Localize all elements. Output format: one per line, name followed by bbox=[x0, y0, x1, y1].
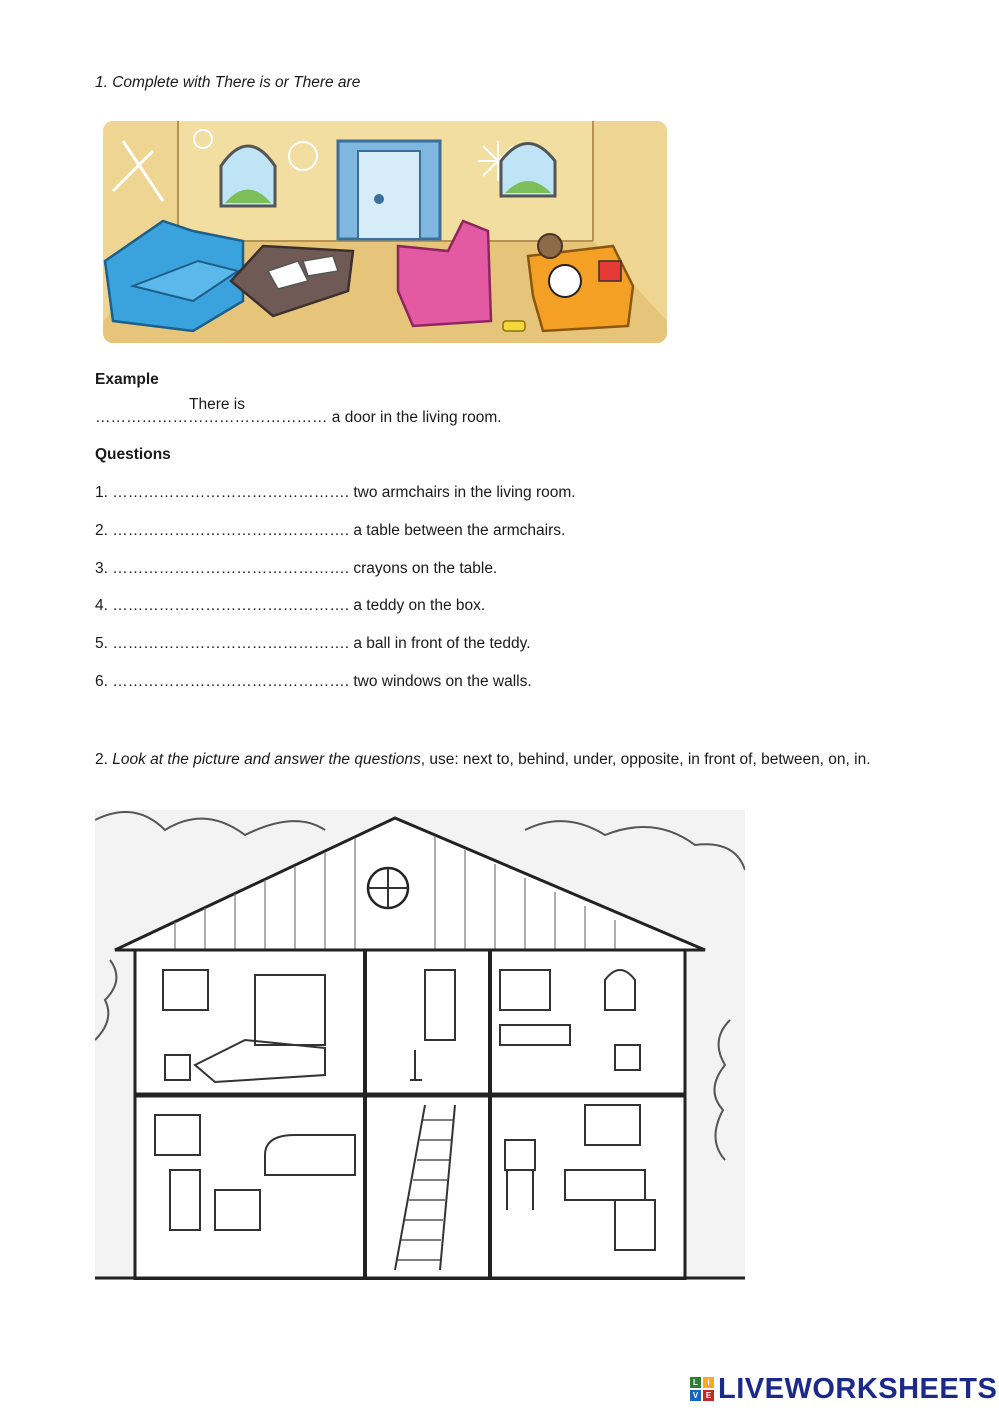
logo-icon bbox=[690, 1377, 714, 1401]
house-cross-section-drawing bbox=[95, 810, 745, 1280]
example-sentence: ……………………………………… a door in the living room. bbox=[95, 409, 502, 426]
logo-letter-v: V bbox=[690, 1390, 701, 1401]
questions-heading: Questions bbox=[95, 446, 171, 463]
exercise-2-instruction: Look at the picture and answer the questions bbox=[112, 751, 421, 768]
liveworksheets-logo bbox=[690, 1374, 997, 1404]
question-4[interactable]: 4. ………………………………………. a teddy on the box. bbox=[95, 597, 486, 614]
question-2[interactable]: 2. ………………………………………. a table between the armchairs. bbox=[95, 522, 566, 539]
example-heading: Example bbox=[95, 371, 159, 388]
question-6[interactable]: 6. ………………………………………. two windows on the walls. bbox=[95, 673, 532, 690]
logo-letter-l: L bbox=[690, 1377, 701, 1388]
exercise-1-title: 1. Complete with There is or There are bbox=[95, 74, 361, 91]
living-room-illustration bbox=[103, 121, 667, 343]
question-5[interactable]: 5. ………………………………………. a ball in front of the teddy. bbox=[95, 635, 531, 652]
example-answer: There is bbox=[189, 396, 245, 413]
exercise-2-number: 2. bbox=[95, 751, 113, 768]
logo-letter-e: E bbox=[703, 1390, 714, 1401]
exercise-2-word-list: , use: next to, behind, under, opposite, in front of, between, on, in. bbox=[420, 751, 871, 768]
logo-text: LIVEWORKSHEETS bbox=[718, 1372, 998, 1405]
exercise-2-title bbox=[95, 748, 915, 772]
question-1[interactable]: 1. ………………………………………. two armchairs in the living room. bbox=[95, 484, 576, 501]
logo-letter-i: I bbox=[703, 1377, 714, 1388]
question-3[interactable]: 3. ………………………………………. crayons on the table. bbox=[95, 560, 498, 577]
